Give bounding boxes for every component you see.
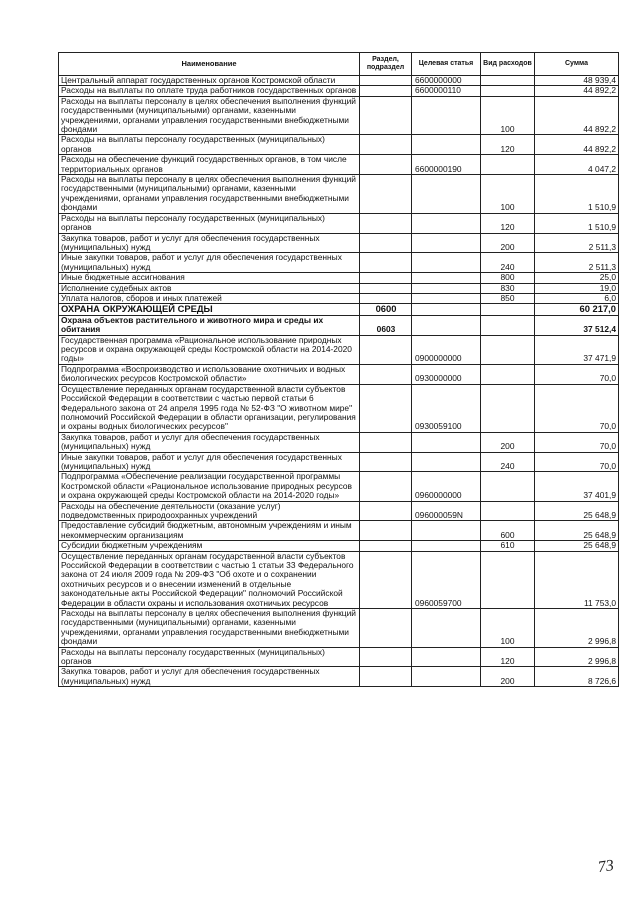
cell-razdel <box>360 273 412 283</box>
cell-sum: 2 511,3 <box>535 233 619 253</box>
cell-vid: 850 <box>481 293 535 303</box>
cell-sum: 25,0 <box>535 273 619 283</box>
cell-name: Подпрограмма «Обеспечение реализации государственной программы Костромской области «Рациональное использование природных ресурсов и охрана окружающей среды Костромской области на 2014-2020 годы» <box>59 472 360 501</box>
cell-vid <box>481 551 535 608</box>
cell-tsel <box>412 96 481 135</box>
cell-name: Закупка товаров, работ и услуг для обеспечения государственных (муниципальных) нужд <box>59 667 360 687</box>
cell-name: Исполнение судебных актов <box>59 283 360 293</box>
cell-name: Расходы на обеспечение деятельности (оказание услуг) подведомственных природоохранных учреждений <box>59 501 360 521</box>
cell-name: Закупка товаров, работ и услуг для обеспечения государственных (муниципальных) нужд <box>59 432 360 452</box>
cell-tsel <box>412 432 481 452</box>
table-row <box>59 667 619 687</box>
table-row <box>59 647 619 667</box>
cell-tsel <box>412 233 481 253</box>
cell-sum: 1 510,9 <box>535 213 619 233</box>
cell-tsel <box>412 213 481 233</box>
header-row <box>59 53 619 76</box>
cell-vid: 240 <box>481 253 535 273</box>
cell-razdel: 0600 <box>360 304 412 316</box>
cell-vid: 800 <box>481 273 535 283</box>
table-row <box>59 233 619 253</box>
cell-sum: 25 648,9 <box>535 541 619 551</box>
table-row <box>59 304 619 316</box>
table-row <box>59 253 619 273</box>
table-row <box>59 521 619 541</box>
cell-tsel <box>412 175 481 214</box>
cell-razdel <box>360 472 412 501</box>
cell-sum: 37 401,9 <box>535 472 619 501</box>
cell-sum: 37 471,9 <box>535 335 619 364</box>
cell-tsel <box>412 452 481 472</box>
cell-vid <box>481 472 535 501</box>
cell-vid <box>481 86 535 96</box>
cell-sum: 1 510,9 <box>535 175 619 214</box>
cell-razdel <box>360 155 412 175</box>
table-row <box>59 155 619 175</box>
cell-vid: 100 <box>481 609 535 648</box>
cell-name: ОХРАНА ОКРУЖАЮЩЕЙ СРЕДЫ <box>59 304 360 316</box>
cell-tsel: 0960059700 <box>412 551 481 608</box>
cell-tsel: 0930000000 <box>412 364 481 384</box>
cell-sum: 2 996,8 <box>535 609 619 648</box>
cell-name: Расходы на выплаты по оплате труда работников государственных органов <box>59 86 360 96</box>
header-tsel: Целевая статья <box>412 53 481 76</box>
cell-vid <box>481 155 535 175</box>
cell-sum: 70,0 <box>535 364 619 384</box>
cell-razdel <box>360 135 412 155</box>
cell-razdel <box>360 283 412 293</box>
table-row <box>59 472 619 501</box>
cell-razdel <box>360 175 412 214</box>
cell-vid: 240 <box>481 452 535 472</box>
cell-tsel <box>412 283 481 293</box>
cell-sum: 25 648,9 <box>535 521 619 541</box>
cell-razdel <box>360 551 412 608</box>
cell-name: Иные бюджетные ассигнования <box>59 273 360 283</box>
cell-tsel <box>412 253 481 273</box>
table-row <box>59 501 619 521</box>
cell-tsel: 096000059N <box>412 501 481 521</box>
table-row <box>59 335 619 364</box>
cell-razdel <box>360 521 412 541</box>
cell-razdel <box>360 293 412 303</box>
cell-name: Государственная программа «Рациональное использование природных ресурсов и охрана окружающей среды Костромской области на 2014-2020 годы» <box>59 335 360 364</box>
table-body <box>59 76 619 687</box>
cell-tsel <box>412 521 481 541</box>
cell-tsel <box>412 273 481 283</box>
cell-sum: 2 996,8 <box>535 647 619 667</box>
cell-name: Осуществление переданных органам государственной власти субъектов Российской Федерации в соответствии с частью первой статьи 6 Федерального закона от 24 апреля 1995 года № 52-ФЗ "О животном мире" полномочий Российской Федерации в области организации, регулирования и охраны водных биологических ресурсов" <box>59 384 360 432</box>
cell-vid: 200 <box>481 432 535 452</box>
cell-name: Центральный аппарат государственных органов Костромской области <box>59 76 360 86</box>
page-number: 73 <box>596 856 616 877</box>
cell-tsel <box>412 315 481 335</box>
cell-sum: 48 939,4 <box>535 76 619 86</box>
cell-razdel <box>360 501 412 521</box>
cell-vid: 200 <box>481 233 535 253</box>
cell-name: Расходы на выплаты персоналу в целях обеспечения выполнения функций государственными (муниципальными) органами, казенными учреждениями, органами управления государственными внебюджетными фондами <box>59 175 360 214</box>
cell-sum: 70,0 <box>535 432 619 452</box>
cell-razdel <box>360 452 412 472</box>
cell-sum: 60 217,0 <box>535 304 619 316</box>
cell-razdel <box>360 384 412 432</box>
cell-vid: 120 <box>481 213 535 233</box>
table-row <box>59 541 619 551</box>
cell-sum: 70,0 <box>535 384 619 432</box>
cell-vid <box>481 76 535 86</box>
table-row <box>59 283 619 293</box>
cell-tsel: 0960000000 <box>412 472 481 501</box>
cell-sum: 2 511,3 <box>535 253 619 273</box>
table-row <box>59 76 619 86</box>
table-row <box>59 273 619 283</box>
table-row <box>59 293 619 303</box>
cell-razdel <box>360 541 412 551</box>
table-row <box>59 432 619 452</box>
cell-sum: 44 892,2 <box>535 96 619 135</box>
cell-name: Расходы на выплаты персоналу в целях обеспечения выполнения функций государственными (муниципальными) органами, казенными учреждениями, органами управления государственными внебюджетными фондами <box>59 609 360 648</box>
cell-razdel <box>360 364 412 384</box>
table-row <box>59 452 619 472</box>
cell-razdel: 0603 <box>360 315 412 335</box>
cell-name: Подпрограмма «Воспроизводство и использование охотничьих и водных биологических ресурсов Костромской области» <box>59 364 360 384</box>
cell-tsel: 6600000110 <box>412 86 481 96</box>
cell-sum: 37 512,4 <box>535 315 619 335</box>
cell-tsel <box>412 304 481 316</box>
cell-name: Расходы на выплаты персоналу государственных (муниципальных) органов <box>59 135 360 155</box>
cell-name: Расходы на выплаты персоналу в целях обеспечения выполнения функций государственными (муниципальными) органами, казенными учреждениями, органами управления государственными внебюджетными фондами <box>59 96 360 135</box>
cell-tsel <box>412 647 481 667</box>
cell-vid: 200 <box>481 667 535 687</box>
header-razdel: Раздел, подраздел <box>360 53 412 76</box>
cell-name: Субсидии бюджетным учреждениям <box>59 541 360 551</box>
table-row <box>59 364 619 384</box>
cell-razdel <box>360 609 412 648</box>
cell-name: Осуществление переданных органам государственной власти субъектов Российской Федерации в соответствии с частью 1 статьи 33 Федерального закона от 24 июля 2009 года № 209-ФЗ "Об охоте и о сохранении охотничьих ресурсов и о внесении изменений в отдельные законодательные акты Российской Федерации" полномочий Российской Федерации в области охраны и использования охотничьих ресурсов <box>59 551 360 608</box>
cell-tsel <box>412 609 481 648</box>
cell-sum: 4 047,2 <box>535 155 619 175</box>
cell-name: Закупка товаров, работ и услуг для обеспечения государственных (муниципальных) нужд <box>59 233 360 253</box>
cell-name: Расходы на выплаты персоналу государственных (муниципальных) органов <box>59 647 360 667</box>
header-vid: Вид расходов <box>481 53 535 76</box>
cell-sum: 44 892,2 <box>535 86 619 96</box>
cell-vid <box>481 304 535 316</box>
cell-name: Иные закупки товаров, работ и услуг для обеспечения государственных (муниципальных) нужд <box>59 253 360 273</box>
cell-vid <box>481 364 535 384</box>
header-name: Наименование <box>59 53 360 76</box>
cell-name: Иные закупки товаров, работ и услуг для обеспечения государственных (муниципальных) нужд <box>59 452 360 472</box>
cell-razdel <box>360 233 412 253</box>
cell-razdel <box>360 96 412 135</box>
cell-tsel: 0900000000 <box>412 335 481 364</box>
header-summa: Сумма <box>535 53 619 76</box>
cell-tsel: 6600000190 <box>412 155 481 175</box>
table-row <box>59 609 619 648</box>
cell-razdel <box>360 647 412 667</box>
cell-tsel <box>412 135 481 155</box>
table-row <box>59 213 619 233</box>
cell-vid <box>481 501 535 521</box>
cell-sum: 19,0 <box>535 283 619 293</box>
cell-vid: 600 <box>481 521 535 541</box>
cell-vid: 120 <box>481 647 535 667</box>
cell-name: Уплата налогов, сборов и иных платежей <box>59 293 360 303</box>
cell-vid: 610 <box>481 541 535 551</box>
cell-sum: 25 648,9 <box>535 501 619 521</box>
cell-vid: 830 <box>481 283 535 293</box>
cell-sum: 8 726,6 <box>535 667 619 687</box>
cell-razdel <box>360 86 412 96</box>
table-row <box>59 96 619 135</box>
cell-vid <box>481 384 535 432</box>
cell-name: Расходы на выплаты персоналу государственных (муниципальных) органов <box>59 213 360 233</box>
cell-name: Охрана объектов растительного и животного мира и среды их обитания <box>59 315 360 335</box>
cell-sum: 6,0 <box>535 293 619 303</box>
cell-tsel <box>412 541 481 551</box>
cell-vid <box>481 335 535 364</box>
cell-vid: 100 <box>481 175 535 214</box>
cell-vid <box>481 315 535 335</box>
cell-tsel: 0930059100 <box>412 384 481 432</box>
cell-tsel <box>412 293 481 303</box>
budget-table <box>58 52 619 687</box>
table-row <box>59 86 619 96</box>
cell-razdel <box>360 335 412 364</box>
cell-name: Расходы на обеспечение функций государственных органов, в том числе территориальных органов <box>59 155 360 175</box>
table-row <box>59 175 619 214</box>
cell-vid: 100 <box>481 96 535 135</box>
table-row <box>59 551 619 608</box>
cell-name: Предоставление субсидий бюджетным, автономным учреждениям и иным некоммерческим организациям <box>59 521 360 541</box>
cell-sum: 70,0 <box>535 452 619 472</box>
cell-razdel <box>360 432 412 452</box>
cell-razdel <box>360 76 412 86</box>
cell-razdel <box>360 213 412 233</box>
cell-razdel <box>360 667 412 687</box>
cell-vid: 120 <box>481 135 535 155</box>
table-row <box>59 384 619 432</box>
cell-sum: 44 892,2 <box>535 135 619 155</box>
table-row <box>59 315 619 335</box>
cell-sum: 11 753,0 <box>535 551 619 608</box>
table-row <box>59 135 619 155</box>
cell-razdel <box>360 253 412 273</box>
cell-tsel: 6600000000 <box>412 76 481 86</box>
cell-tsel <box>412 667 481 687</box>
